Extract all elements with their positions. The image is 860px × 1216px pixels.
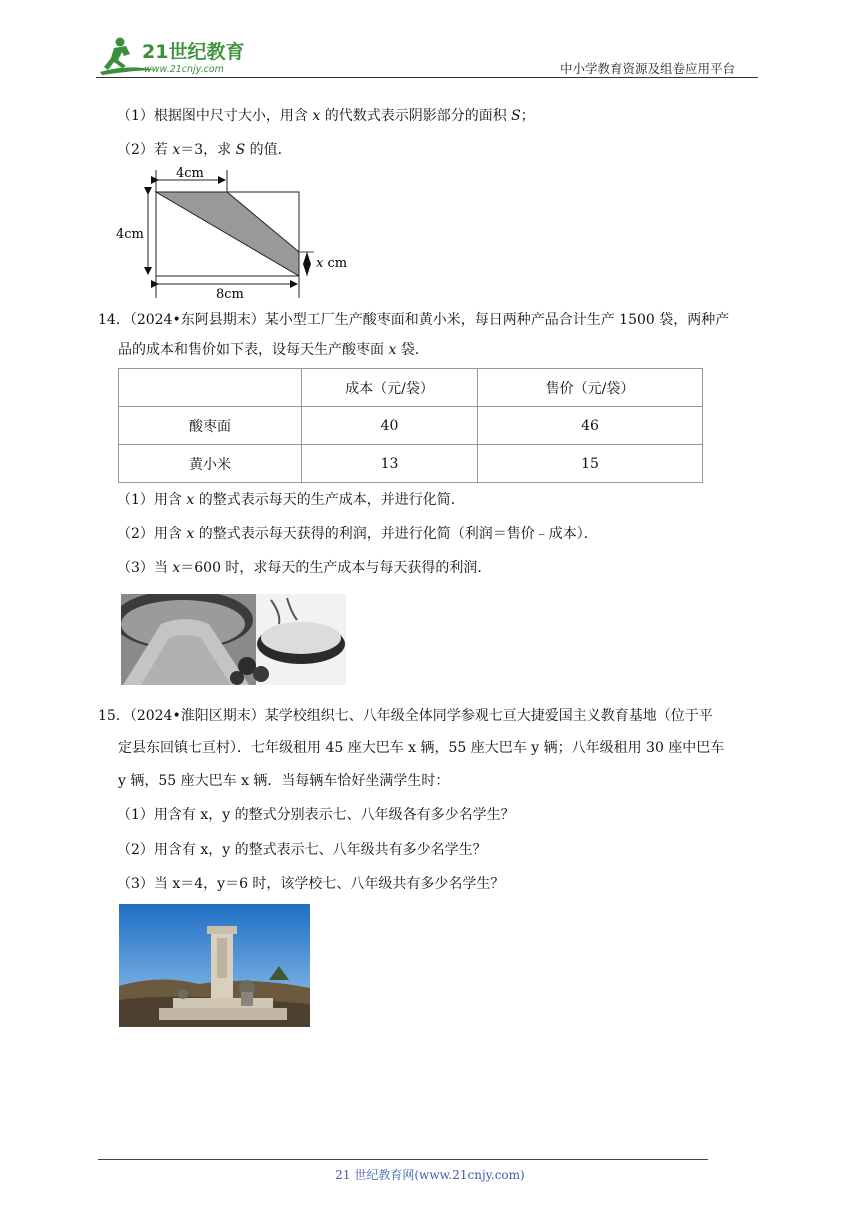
table-cell: 15 bbox=[478, 445, 703, 483]
q15-part1: （1）用含有 x，y 的整式分别表示七、八年级各有多少名学生？ bbox=[117, 807, 515, 823]
q14-line1: 14．（2024•东阿县期末）某小型工厂生产酸枣面和黄小米，每日两种产品合计生产 1500 袋，两种产 bbox=[98, 312, 730, 328]
label-bottom: 8cm bbox=[216, 287, 244, 301]
q14-part1: （1）用含 x 的整式表示每天的生产成本，并进行化简． bbox=[117, 492, 465, 508]
table-header-cell bbox=[119, 369, 302, 407]
table-row bbox=[119, 407, 703, 445]
q14-part3: （3）当 x＝600 时，求每天的生产成本与每天获得的利润． bbox=[117, 560, 492, 576]
table-cell: 黄小米 bbox=[119, 445, 302, 483]
footer-divider bbox=[98, 1159, 708, 1160]
label-right: x cm bbox=[316, 256, 348, 271]
q15-part2: （2）用含有 x，y 的整式表示七、八年级共有多少名学生？ bbox=[117, 842, 487, 858]
label-left: 4cm bbox=[116, 227, 144, 242]
table-cell: 40 bbox=[302, 407, 478, 445]
table-header-row bbox=[119, 369, 703, 407]
table-cell: 酸枣面 bbox=[119, 407, 302, 445]
q13-part1: （1）根据图中尺寸大小，用含 x 的代数式表示阴影部分的面积 S； bbox=[117, 108, 535, 124]
q13-figure bbox=[112, 166, 362, 301]
logo-url: www.21cnjy.com bbox=[144, 64, 224, 75]
table-cell: 13 bbox=[302, 445, 478, 483]
product-photo bbox=[121, 594, 346, 685]
footer-text: 21 世纪教育网(www.21cnjy.com) bbox=[335, 1168, 525, 1182]
site-logo bbox=[96, 34, 256, 78]
q15-line2: 定县东回镇七亘村）．七年级租用 45 座大巴车 x 辆，55 座大巴车 y 辆；八年级租用 30 座中巴车 bbox=[118, 740, 725, 756]
table-row bbox=[119, 445, 703, 483]
table-cell: 46 bbox=[478, 407, 703, 445]
table-header-cell: 成本（元/袋） bbox=[302, 369, 478, 407]
table-header-cell: 售价（元/袋） bbox=[478, 369, 703, 407]
monument-photo bbox=[119, 904, 310, 1027]
platform-name: 中小学教育资源及组卷应用平台 bbox=[560, 61, 736, 76]
logo-text: 21世纪教育 bbox=[142, 41, 245, 63]
q15-line3: y 辆，55 座大巴车 x 辆．当每辆车恰好坐满学生时： bbox=[118, 773, 450, 789]
q14-line2: 品的成本和售价如下表，设每天生产酸枣面 x 袋． bbox=[118, 342, 429, 358]
q14-part2: （2）用含 x 的整式表示每天获得的利润，并进行化简（利润＝售价﹣成本）． bbox=[117, 526, 598, 542]
q15-part3: （3）当 x＝4，y＝6 时，该学校七、八年级共有多少名学生？ bbox=[117, 876, 505, 892]
header-divider bbox=[96, 77, 758, 78]
product-table bbox=[118, 368, 703, 483]
q15-line1: 15．（2024•淮阳区期末）某学校组织七、八年级全体同学参观七亘大捷爱国主义教育基地（位于平 bbox=[98, 708, 713, 724]
q13-part2: （2）若 x＝3，求 S 的值． bbox=[117, 142, 292, 158]
label-top: 4cm bbox=[176, 166, 204, 181]
